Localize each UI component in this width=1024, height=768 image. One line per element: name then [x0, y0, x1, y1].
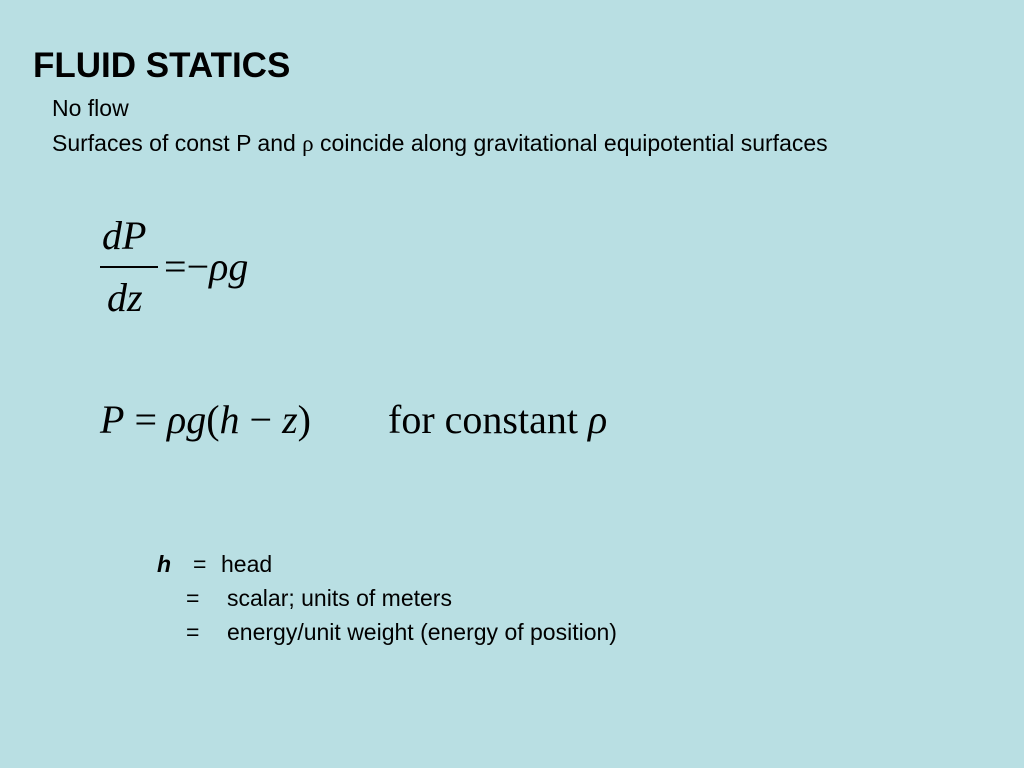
bullet-surfaces: [52, 130, 828, 157]
slide-title: FLUID STATICS: [33, 46, 291, 85]
minus-sign: −: [186, 244, 210, 289]
note-text: for constant: [388, 397, 588, 442]
definition-scalar: scalar; units of meters: [227, 585, 452, 611]
definition-row: [157, 547, 273, 581]
fraction-bar: [100, 266, 158, 268]
gravity-symbol: g: [186, 397, 207, 442]
equals-sign: =: [164, 244, 187, 289]
bullet-no-flow: No flow: [52, 95, 129, 121]
height-symbol: z: [282, 397, 298, 442]
bullet-surfaces-post: coincide along gravitational equipotential surfaces: [313, 130, 828, 156]
head-symbol: h: [219, 397, 240, 442]
minus-sign: −: [239, 397, 283, 442]
head-definitions: [157, 547, 617, 649]
definition-energy: energy/unit weight (energy of position): [227, 619, 617, 645]
head-symbol: h: [157, 551, 172, 577]
rho-symbol: ρ: [587, 397, 608, 442]
equals-sign: =: [193, 551, 207, 577]
constant-density-note: [388, 397, 608, 442]
equals-sign: =: [124, 397, 167, 442]
equals-sign: =: [186, 619, 200, 645]
gravity-symbol: g: [228, 244, 249, 289]
rho-symbol: ρ: [167, 397, 187, 442]
rho-symbol: ρ: [302, 131, 314, 156]
equation-rhs: [164, 244, 249, 289]
definition-row: [157, 615, 617, 649]
bullet-surfaces-pre: Surfaces of const P and: [52, 130, 303, 156]
equals-sign: =: [186, 585, 200, 611]
pressure-symbol: P: [100, 397, 125, 442]
fraction-denominator: dz: [107, 275, 143, 320]
definition-head: head: [221, 551, 273, 577]
open-paren: (: [206, 397, 220, 442]
fraction-numerator: dP: [102, 213, 147, 258]
equation-hydrostatic-pressure: [100, 397, 608, 442]
definition-row: [157, 581, 452, 615]
rho-symbol: ρ: [209, 244, 229, 289]
close-paren: ): [297, 397, 311, 442]
